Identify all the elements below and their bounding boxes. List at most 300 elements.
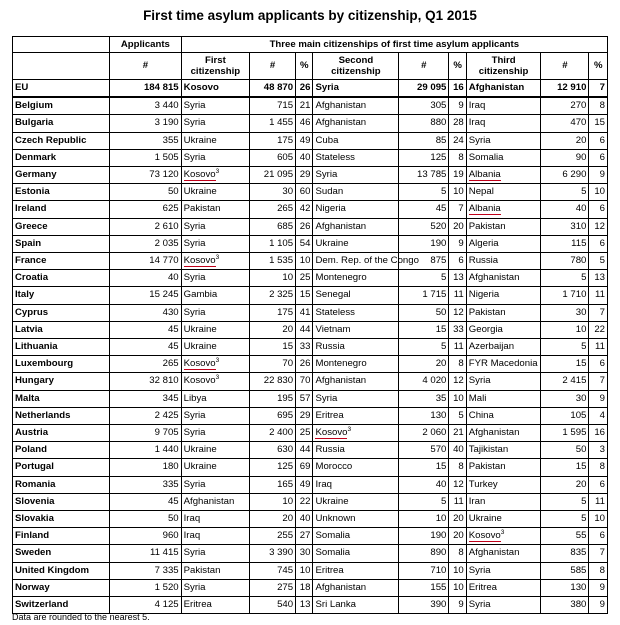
cell-text: 50: [167, 513, 179, 525]
cell-text: Montenegro: [315, 272, 367, 284]
cell-text: Cyprus: [15, 306, 49, 318]
percent-cell: [589, 184, 608, 201]
cell-text: 880: [430, 117, 447, 129]
cell-text: 125: [430, 151, 447, 163]
cell-text: Kosovo: [183, 358, 216, 370]
percent-cell: [296, 80, 313, 98]
percent-cell: [296, 579, 313, 596]
cell-text: 57: [299, 392, 311, 404]
cell-text: 585: [570, 564, 587, 576]
cell-text: 40: [299, 151, 311, 163]
percent-cell: [589, 304, 608, 321]
count-cell: [250, 425, 296, 442]
citizenship-cell: [181, 253, 249, 270]
citizenship-cell: [466, 545, 541, 562]
cell-text: 5: [441, 341, 447, 353]
cell-text: 180: [162, 461, 179, 473]
cell-text: 8: [458, 358, 464, 370]
citizenship-cell: [466, 287, 541, 304]
table-row: [13, 149, 608, 166]
cell-text: 1 455: [269, 117, 294, 129]
cell-text: 780: [570, 255, 587, 267]
cell-text: 8: [458, 151, 464, 163]
cell-text: FYR Macedonia: [468, 358, 538, 370]
citizenship-cell: [313, 442, 399, 459]
cell-text: Iraq: [315, 478, 333, 490]
count-cell: [541, 545, 589, 562]
citizenship-cell: [181, 390, 249, 407]
percent-cell: [449, 407, 466, 424]
table-row: [13, 528, 608, 545]
count-cell: [541, 97, 589, 115]
cell-text: 270: [570, 100, 587, 112]
count-cell: [250, 528, 296, 545]
count-cell: [250, 97, 296, 115]
percent-cell: [449, 304, 466, 321]
cell-text: Unknown: [315, 513, 356, 525]
count-cell: [399, 149, 449, 166]
cell-text: 7: [599, 82, 605, 93]
citizenship-cell: [181, 201, 249, 218]
cell-text: 46: [299, 117, 311, 129]
cell-text: Estonia: [15, 186, 50, 198]
cell-text: 2 060: [422, 427, 447, 439]
cell-text: 45: [167, 323, 179, 335]
cell-text: Spain: [15, 237, 42, 249]
citizenship-cell: [313, 511, 399, 528]
cell-text: Belgium: [15, 100, 53, 112]
country-cell: [13, 235, 110, 252]
cell-text: 3 390: [269, 547, 294, 559]
cell-text: Afghanistan: [183, 495, 235, 507]
cell-text: 10: [435, 513, 447, 525]
cell-text: 175: [277, 134, 294, 146]
citizenship-cell: [466, 115, 541, 132]
percent-cell: [449, 339, 466, 356]
cell-text: 9 705: [154, 427, 179, 439]
count-cell: [250, 132, 296, 149]
percent-cell: [296, 390, 313, 407]
count-cell: [399, 304, 449, 321]
percent-cell: [449, 97, 466, 115]
count-cell: [541, 115, 589, 132]
cell-text: 29: [299, 169, 311, 181]
cell-text: Ukraine: [315, 495, 349, 507]
cell-text: 28: [453, 117, 464, 129]
cell-text: 15: [299, 289, 311, 301]
cell-text: 6 290: [562, 169, 587, 181]
count-cell: [250, 287, 296, 304]
percent-cell: [296, 425, 313, 442]
cell-text: Russia: [315, 444, 345, 456]
cell-text: 35: [435, 392, 447, 404]
count-cell: [541, 528, 589, 545]
cell-text: EU: [15, 82, 29, 93]
count-cell: [110, 149, 182, 166]
cell-text: Denmark: [15, 151, 57, 163]
citizenship-cell: [313, 545, 399, 562]
cell-text: 4 020: [422, 375, 447, 387]
citizenship-cell: [313, 184, 399, 201]
count-cell: [399, 115, 449, 132]
cell-text: 20: [453, 513, 464, 525]
count-cell: [399, 97, 449, 115]
cell-text: Kosovo: [468, 530, 501, 542]
count-cell: [399, 597, 449, 614]
cell-text: 255: [277, 530, 294, 542]
citizenship-cell: [466, 597, 541, 614]
cell-text: 630: [277, 444, 294, 456]
percent-cell: [296, 442, 313, 459]
cell-text: Syria: [183, 306, 206, 318]
cell-text: Pakistan: [468, 220, 506, 232]
cell-text: 890: [430, 547, 447, 559]
cell-text: 69: [299, 461, 311, 473]
percent-cell: [449, 356, 466, 373]
cell-text: 45: [167, 495, 179, 507]
citizenship-cell: [181, 528, 249, 545]
percent-cell: [589, 511, 608, 528]
percent-cell: [589, 80, 608, 98]
citizenship-cell: [313, 407, 399, 424]
cell-text: Syria: [468, 599, 491, 611]
cell-text: 7: [599, 375, 605, 387]
header-applicants: Applicants: [110, 37, 182, 53]
percent-cell: [296, 373, 313, 390]
count-cell: [399, 373, 449, 390]
cell-text: 20: [453, 220, 464, 232]
cell-text: Slovakia: [15, 513, 54, 525]
cell-text: 30: [575, 392, 587, 404]
citizenship-cell: [466, 339, 541, 356]
table-row: [13, 132, 608, 149]
cell-text: Eritrea: [315, 409, 344, 421]
citizenship-cell: [181, 97, 249, 115]
country-cell: [13, 459, 110, 476]
cell-text: 5: [581, 495, 587, 507]
cell-text: 45: [167, 341, 179, 353]
citizenship-cell: [313, 270, 399, 287]
cell-text: Afghanistan: [468, 82, 525, 93]
cell-text: 40: [453, 444, 464, 456]
count-cell: [250, 390, 296, 407]
cell-text: Switzerland: [15, 599, 69, 611]
cell-text: Mali: [468, 392, 487, 404]
count-cell: [399, 528, 449, 545]
cell-text: 5: [441, 495, 447, 507]
count-cell: [541, 511, 589, 528]
cell-text: 70: [299, 375, 311, 387]
table-row: [13, 545, 608, 562]
cell-text: Syria: [183, 478, 206, 490]
count-cell: [399, 80, 449, 98]
country-cell: [13, 562, 110, 579]
percent-cell: [296, 339, 313, 356]
citizenship-cell: [466, 528, 541, 545]
cell-text: 12: [453, 375, 464, 387]
header-blank: [13, 37, 110, 53]
count-cell: [110, 80, 182, 98]
percent-cell: [296, 132, 313, 149]
cell-text: Algeria: [468, 237, 499, 249]
cell-text: 30: [575, 306, 587, 318]
cell-text: Ukraine: [183, 444, 217, 456]
count-cell: [399, 339, 449, 356]
count-cell: [110, 493, 182, 510]
country-cell: [13, 304, 110, 321]
count-cell: [110, 270, 182, 287]
percent-cell: [589, 528, 608, 545]
citizenship-cell: [313, 167, 399, 184]
country-cell: [13, 356, 110, 373]
count-cell: [541, 304, 589, 321]
cell-text: 380: [570, 599, 587, 611]
cell-text: 190: [430, 530, 447, 542]
cell-text: 625: [162, 203, 179, 215]
country-cell: [13, 253, 110, 270]
citizenship-cell: [466, 425, 541, 442]
count-cell: [541, 201, 589, 218]
cell-text: Syria: [315, 169, 338, 181]
table-row: [13, 304, 608, 321]
count-cell: [399, 407, 449, 424]
count-cell: [541, 597, 589, 614]
citizenship-cell: [313, 459, 399, 476]
cell-text: Romania: [15, 478, 56, 490]
cell-text: Senegal: [315, 289, 351, 301]
cell-text: 44: [299, 323, 311, 335]
cell-text: 430: [162, 306, 179, 318]
citizenship-cell: [466, 235, 541, 252]
count-cell: [110, 253, 182, 270]
percent-cell: [296, 597, 313, 614]
table-row: [13, 511, 608, 528]
count-cell: [541, 562, 589, 579]
cell-text: 11: [595, 495, 605, 507]
percent-cell: [589, 321, 608, 338]
cell-text: France: [15, 255, 47, 267]
cell-text: Syria: [315, 82, 339, 93]
count-cell: [250, 115, 296, 132]
table-body: [13, 80, 608, 614]
cell-text: 175: [277, 306, 294, 318]
percent-cell: [589, 201, 608, 218]
cell-text: 3 190: [154, 117, 179, 129]
citizenship-cell: [181, 597, 249, 614]
table-row: [13, 459, 608, 476]
cell-text: Croatia: [15, 272, 49, 284]
percent-cell: [296, 459, 313, 476]
header-pct: %: [589, 53, 608, 80]
count-cell: [399, 167, 449, 184]
cell-text: Latvia: [15, 323, 43, 335]
count-cell: [250, 356, 296, 373]
percent-cell: [296, 218, 313, 235]
cell-text: 22: [299, 495, 311, 507]
citizenship-cell: [313, 390, 399, 407]
count-cell: [250, 493, 296, 510]
count-cell: [110, 97, 182, 115]
cell-text: Ukraine: [183, 341, 217, 353]
count-cell: [399, 270, 449, 287]
citizenship-cell: [181, 167, 249, 184]
cell-text: Turkey: [468, 478, 498, 490]
cell-text: 2 610: [154, 220, 179, 232]
cell-text: 195: [277, 392, 294, 404]
cell-text: Azerbaijan: [468, 341, 515, 353]
citizenship-cell: [181, 184, 249, 201]
cell-text: Eritrea: [183, 599, 212, 611]
count-cell: [250, 476, 296, 493]
header-pct: %: [449, 53, 466, 80]
citizenship-cell: [181, 373, 249, 390]
header-pct: %: [296, 53, 313, 80]
citizenship-cell: [466, 304, 541, 321]
count-cell: [110, 339, 182, 356]
cell-text: 45: [435, 203, 447, 215]
cell-text: Russia: [468, 255, 499, 267]
cell-text: 9: [599, 392, 605, 404]
percent-cell: [449, 442, 466, 459]
country-cell: [13, 218, 110, 235]
country-cell: [13, 132, 110, 149]
table-row: [13, 201, 608, 218]
cell-text: 5: [581, 341, 587, 353]
cell-text: Pakistan: [183, 203, 221, 215]
count-cell: [110, 184, 182, 201]
percent-cell: [449, 459, 466, 476]
percent-cell: [449, 80, 466, 98]
table-row: [13, 407, 608, 424]
cell-text: 6: [599, 151, 605, 163]
percent-cell: [296, 321, 313, 338]
count-cell: [250, 304, 296, 321]
cell-text: 18: [299, 581, 311, 593]
cell-text: 20: [435, 358, 447, 370]
percent-cell: [589, 97, 608, 115]
citizenship-cell: [313, 253, 419, 270]
percent-cell: [589, 562, 608, 579]
count-cell: [110, 132, 182, 149]
cell-text: Gambia: [183, 289, 218, 301]
citizenship-cell: [181, 442, 249, 459]
percent-cell: [296, 201, 313, 218]
percent-cell: [296, 167, 313, 184]
cell-text: Ukraine: [183, 323, 217, 335]
percent-cell: [589, 459, 608, 476]
cell-text: 310: [570, 220, 587, 232]
table-row: [13, 339, 608, 356]
cell-text: 10: [453, 392, 464, 404]
count-cell: [399, 545, 449, 562]
percent-cell: [589, 356, 608, 373]
cell-text: Iraq: [468, 117, 486, 129]
cell-text: Iraq: [183, 530, 201, 542]
cell-text: 10: [594, 513, 605, 525]
cell-text: 6: [599, 134, 605, 146]
count-cell: [541, 80, 589, 98]
citizenship-cell: [181, 545, 249, 562]
country-cell: [13, 149, 110, 166]
percent-cell: [296, 97, 313, 115]
count-cell: [250, 253, 296, 270]
cell-text: 20: [282, 513, 294, 525]
citizenship-cell: [313, 97, 399, 115]
cell-text: 2 415: [562, 375, 587, 387]
percent-cell: [449, 235, 466, 252]
percent-cell: [449, 579, 466, 596]
citizenship-cell: [466, 184, 541, 201]
cell-text: Afghanistan: [468, 427, 520, 439]
citizenship-cell: [466, 579, 541, 596]
header-first: First citizenship: [181, 53, 249, 80]
citizenship-cell: [466, 390, 541, 407]
cell-text: 20: [575, 478, 587, 490]
footnote-mark: 3: [215, 374, 220, 382]
citizenship-cell: [313, 476, 399, 493]
country-cell: [13, 425, 110, 442]
cell-text: Iraq: [183, 513, 201, 525]
count-cell: [399, 511, 449, 528]
percent-cell: [589, 476, 608, 493]
cell-text: 9: [599, 581, 605, 593]
cell-text: Afghanistan: [315, 581, 367, 593]
citizenship-cell: [181, 304, 249, 321]
count-cell: [250, 270, 296, 287]
cell-text: 3 440: [154, 100, 179, 112]
cell-text: 6: [599, 203, 605, 215]
count-cell: [110, 115, 182, 132]
count-cell: [250, 545, 296, 562]
footnote-mark: 3: [215, 253, 220, 261]
citizenship-cell: [181, 287, 249, 304]
footnote-mark: 3: [500, 529, 505, 537]
cell-text: Italy: [15, 289, 35, 301]
citizenship-cell: [466, 270, 541, 287]
percent-cell: [296, 493, 313, 510]
cell-text: 12: [594, 220, 605, 232]
cell-text: Iran: [468, 495, 486, 507]
citizenship-cell: [466, 511, 541, 528]
country-cell: [13, 579, 110, 596]
cell-text: 2 400: [269, 427, 294, 439]
cell-text: 390: [430, 599, 447, 611]
count-cell: [541, 184, 589, 201]
percent-cell: [296, 304, 313, 321]
cell-text: 25: [299, 427, 311, 439]
table-row: [13, 167, 608, 184]
cell-text: Dem. Rep. of the Congo: [315, 255, 419, 267]
cell-text: 8: [599, 564, 605, 576]
percent-cell: [589, 132, 608, 149]
count-cell: [250, 321, 296, 338]
count-cell: [110, 442, 182, 459]
cell-text: 11: [595, 341, 605, 353]
citizenship-cell: [313, 149, 399, 166]
table-row: [13, 321, 608, 338]
cell-text: 105: [570, 409, 587, 421]
cell-text: 48 870: [263, 82, 294, 93]
cell-text: 24: [453, 134, 464, 146]
count-cell: [541, 321, 589, 338]
count-cell: [399, 218, 449, 235]
count-cell: [399, 287, 449, 304]
cell-text: 55: [575, 530, 587, 542]
cell-text: China: [468, 409, 494, 421]
percent-cell: [296, 270, 313, 287]
country-cell: [13, 511, 110, 528]
footnote-mark: 3: [215, 357, 220, 365]
